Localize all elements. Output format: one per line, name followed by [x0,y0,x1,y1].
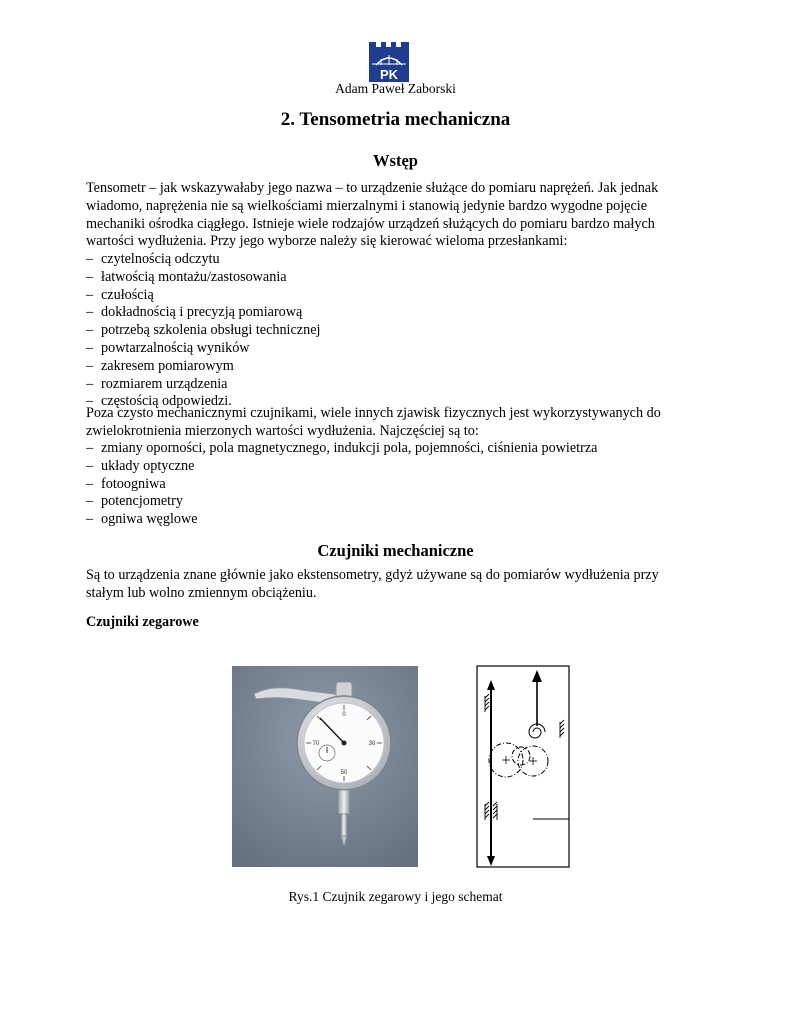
section-heading-intro: Wstęp [373,151,418,170]
university-logo [368,42,410,82]
text-line: zwielokrotnienia mierzonych wartości wydłużenia. Najczęściej są to: [86,422,479,439]
svg-text:50: 50 [340,770,348,776]
list-item: – układy optyczne [86,457,195,474]
logo-text: PK [379,67,399,82]
phenomena-paragraph [86,405,706,441]
text-line: wiadomo, naprężenia nie są wielkościami mierzalnymi i stanowią jedynie bardzo wygodne pojęcie [86,197,648,214]
section-heading-mechanical: Czujniki mechaniczne [317,541,474,560]
text-line: Tensometr – jak wskazywałaby jego nazwa – to urządzenie służące do pomiaru naprężeń. Jak jednak [86,180,659,196]
list-item: – ogniwa węglowe [86,511,198,528]
svg-text:30: 30 [368,741,376,747]
author-name: Adam Paweł Zaborski [335,81,456,96]
svg-text:70: 70 [312,741,320,747]
figure-caption: Rys.1 Czujnik zegarowy i jego schemat [288,889,503,904]
text-line: Poza czysto mechanicznymi czujnikami, wiele innych zjawisk fizycznych jest wykorzystywanych do [86,405,661,421]
list-item: – częstością odpowiedzi. [86,393,232,410]
text-line: mechaniki ośrodka ciągłego. Istnieje wiele rodzajów urządzeń służących do pomiaru bardzo małych [86,215,655,232]
dial-gauge-photo [232,666,418,867]
list-item: – zmiany oporności, pola magnetycznego, indukcji pola, pojemności, ciśnienia powietrza [86,440,598,456]
text-line: wartości wydłużenia. Przy jego wyborze należy się kierować wieloma przesłankami: [86,233,568,250]
list-item: – zakresem pomiarowym [86,357,234,374]
list-item: – czułością [86,286,154,303]
list-item: – potrzebą szkolenia obsługi technicznej [86,322,321,339]
dial-gauge-schematic [476,664,570,869]
list-item: – łatwością montażu/zastosowania [86,268,287,285]
list-item: – rozmiarem urządzenia [86,375,228,392]
text-line: stałym lub wolno zmiennym obciążeniu. [86,584,317,601]
list-item: – fotoogniwa [86,475,166,492]
subsection-heading: Czujniki zegarowe [86,614,199,630]
svg-text:0: 0 [342,712,346,718]
criteria-list [86,251,706,411]
intro-paragraph [86,180,706,251]
list-item: – potencjometry [86,493,183,510]
page-title: 2. Tensometria mechaniczna [280,109,511,130]
list-item: – dokładnością i precyzją pomiarową [86,304,303,321]
mechanical-paragraph [86,567,706,603]
list-item: – powtarzalnością wyników [86,339,250,356]
phenomena-list [86,440,706,529]
text-line: Są to urządzenia znane głównie jako ekstensometry, gdyż używane są do pomiarów wydłużenia przy [86,567,659,583]
list-item: – czytelnością odczytu [86,251,220,267]
